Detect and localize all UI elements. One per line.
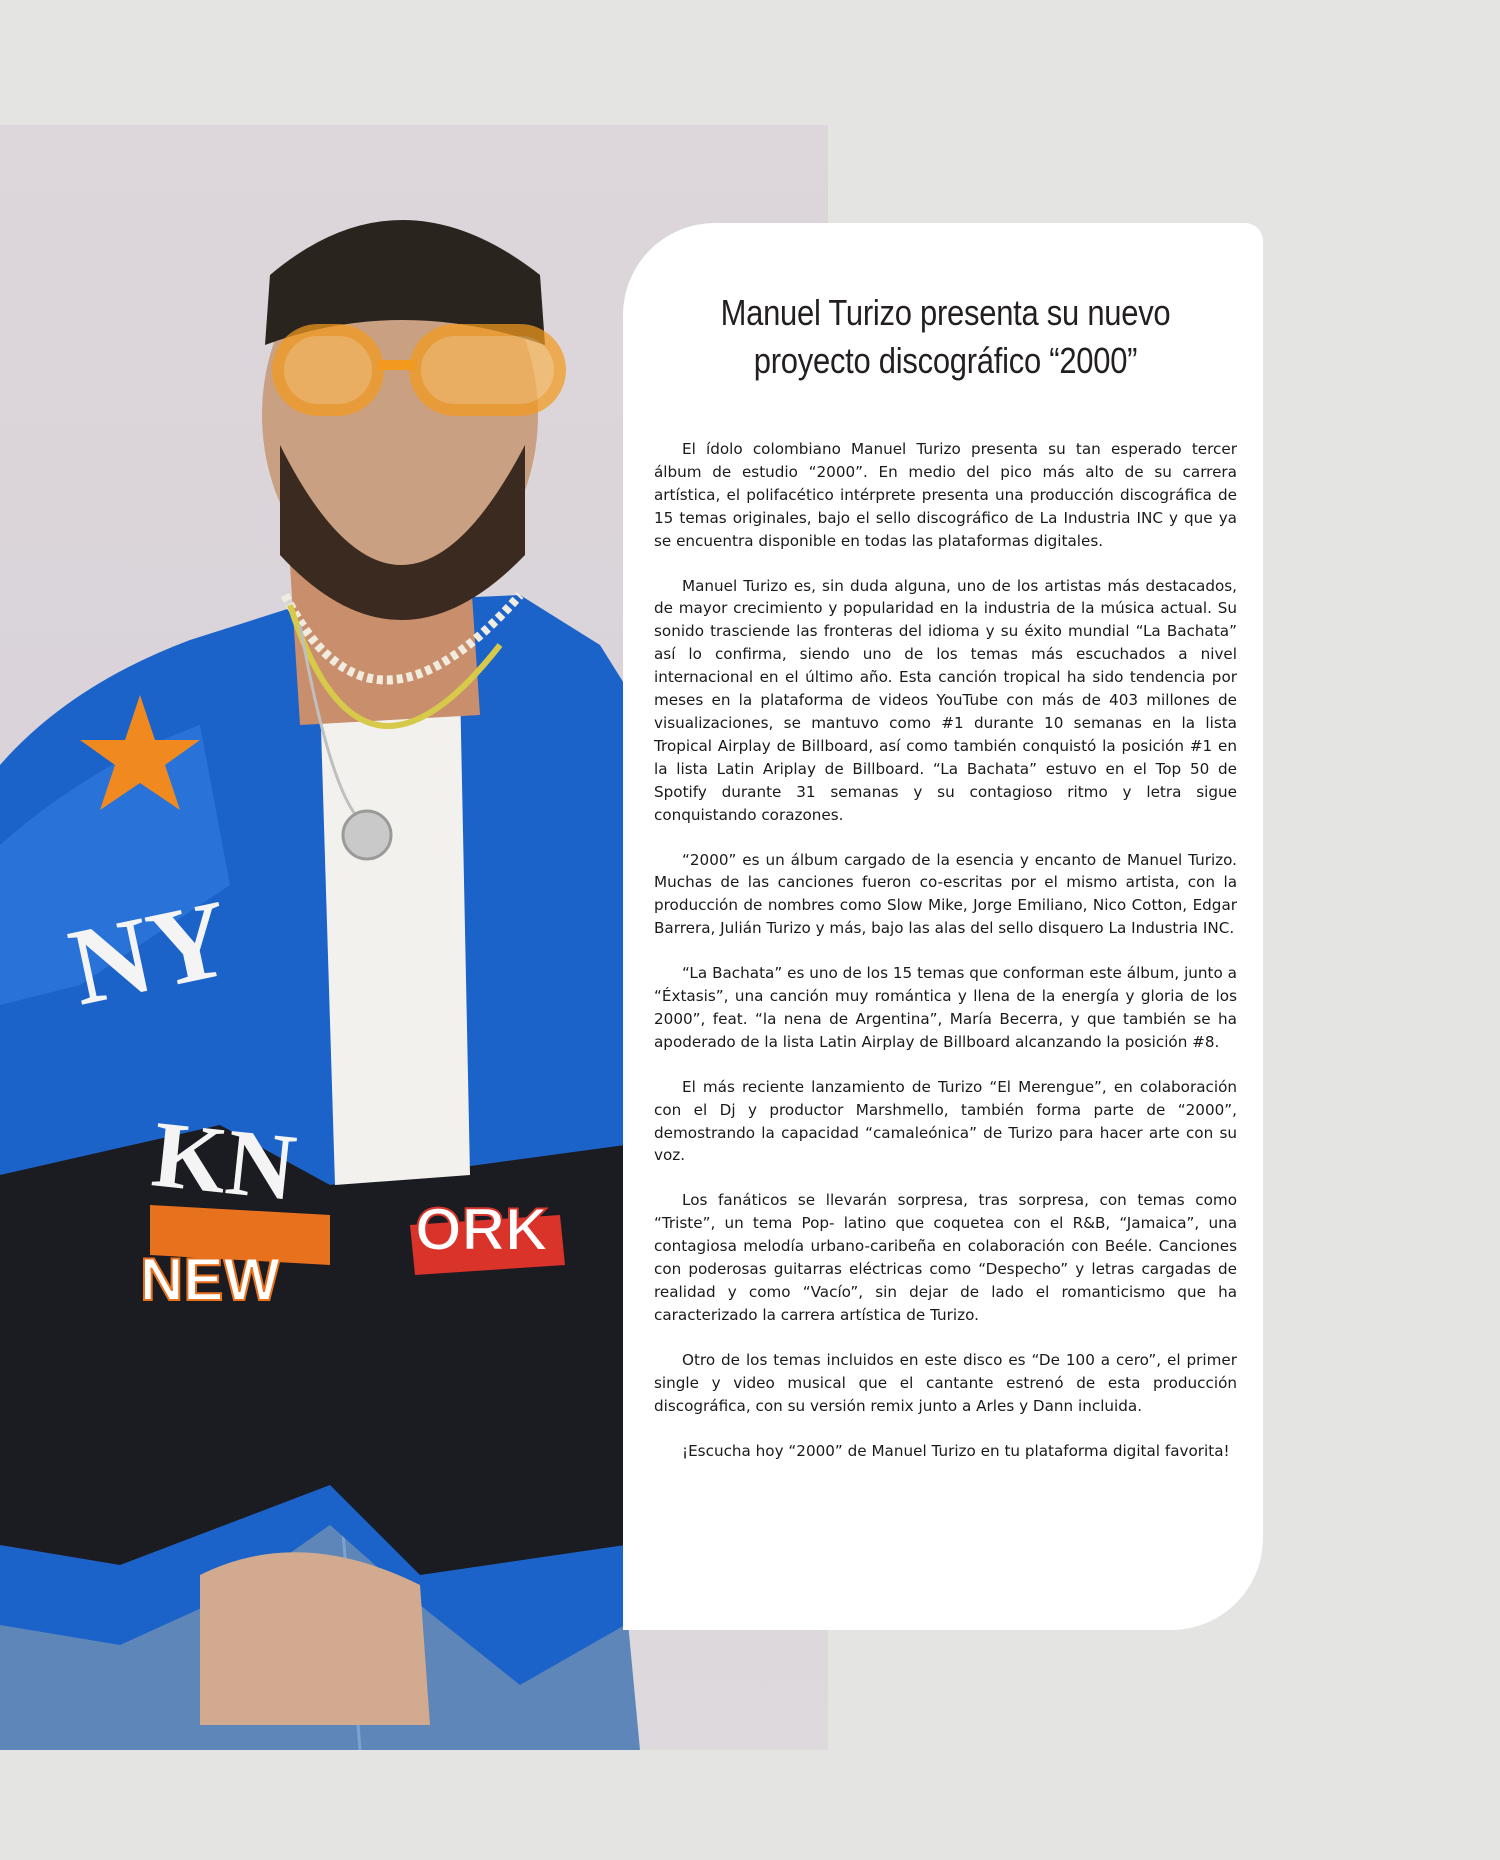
jacket-text-ork: ORK (415, 1196, 549, 1263)
article-card (623, 223, 1263, 1630)
article-paragraph-4: “La Bachata” es uno de los 15 temas que conforman este álbum, junto a “Éxtasis”, una canción muy romántica y llena de la energía y gloria de los 2000”, feat. “la nena de Argentina”, María Becerra, y que también se ha apoderado de la lista Latin Airplay de Billboard alcanzando la posición #8. (654, 964, 1237, 1051)
article-paragraph-2: Manuel Turizo es, sin duda alguna, uno de los artistas más destacados, de mayor crecimiento y popularidad en la industria de la música actual. Su sonido trasciende las fronteras del idioma y su éxito mundial “La Bachata” así lo confirma, siendo uno de los temas más escuchados a nivel internacional en el último año. Esta canción tropical ha sido tendencia por meses en la plataforma de videos YouTube con más de 403 millones de visualizaciones, se mantuvo como #1 durante 10 semanas en la lista Tropical Airplay de Billboard, así como también conquistó la posición #1 en la lista Latin Ariplay de Billboard. “La Bachata” estuvo en el Top 50 de Spotify durante 31 semanas y su contagioso ritmo y letra sigue conquistando corazones. (654, 576, 1237, 824)
article-title-line-1: Manuel Turizo presenta su nuevo (720, 292, 1171, 333)
jacket-text-new: NEW (140, 1246, 280, 1313)
svg-text:NY: NY (59, 876, 241, 1029)
article-paragraph-7: Otro de los temas incluidos en este disco es “De 100 a cero”, el primer single y video musical que el cantante estrenó de esta producción discográfica, con su versión remix junto a Arles y Dann incluida. (654, 1350, 1237, 1415)
article-paragraph-3: “2000” es un álbum cargado de la esencia y encanto de Manuel Turizo. Muchas de las canciones fueron co-escritas por el mismo artista, con la producción de nombres como Slow Mike, Jorge Emiliano, Nico Cotton, Edgar Barrera, Julián Turizo y más, bajo las alas del sello disquero La Industria INC. (654, 850, 1237, 938)
article-paragraph-8: ¡Escucha hoy “2000” de Manuel Turizo en tu plataforma digital favorita! (682, 1441, 1230, 1460)
svg-text:KN: KN (147, 1100, 301, 1221)
article-title-line-2: proyecto discográfico “2000” (753, 340, 1138, 381)
article-paragraph-5: El más reciente lanzamiento de Turizo “El Merengue”, en colaboración con el Dj y productor Marshmello, también forma parte de “2000”, demostrando la capacidad “camaleónica” de Turizo para hacer arte con su voz. (654, 1077, 1237, 1165)
article-title (695, 289, 1196, 385)
article-paragraph-6: Los fanáticos se llevarán sorpresa, tras sorpresa, con temas como “Triste”, un tema Pop- latino que coquetea con el R&B, “Jamaica”, una contagiosa melodía urbano-caribeña en colaboración con Beéle. Canciones con poderosas guitarras eléctricas como “Despecho” y letras cargadas de realidad y como “Vacío”, sin dejar de lado el romanticismo que ha caracterizado la carrera artística de Turizo. (654, 1191, 1237, 1324)
article-paragraph-1: El ídolo colombiano Manuel Turizo presenta su tan esperado tercer álbum de estudio “2000”. En medio del pico más alto de su carrera artística, el polifacético intérprete presenta una producción discográfica de 15 temas originales, bajo el sello discográfico de La Industria INC y que ya se encuentra disponible en todas las plataformas digitales. (654, 440, 1237, 550)
orange-glasses (278, 330, 378, 410)
